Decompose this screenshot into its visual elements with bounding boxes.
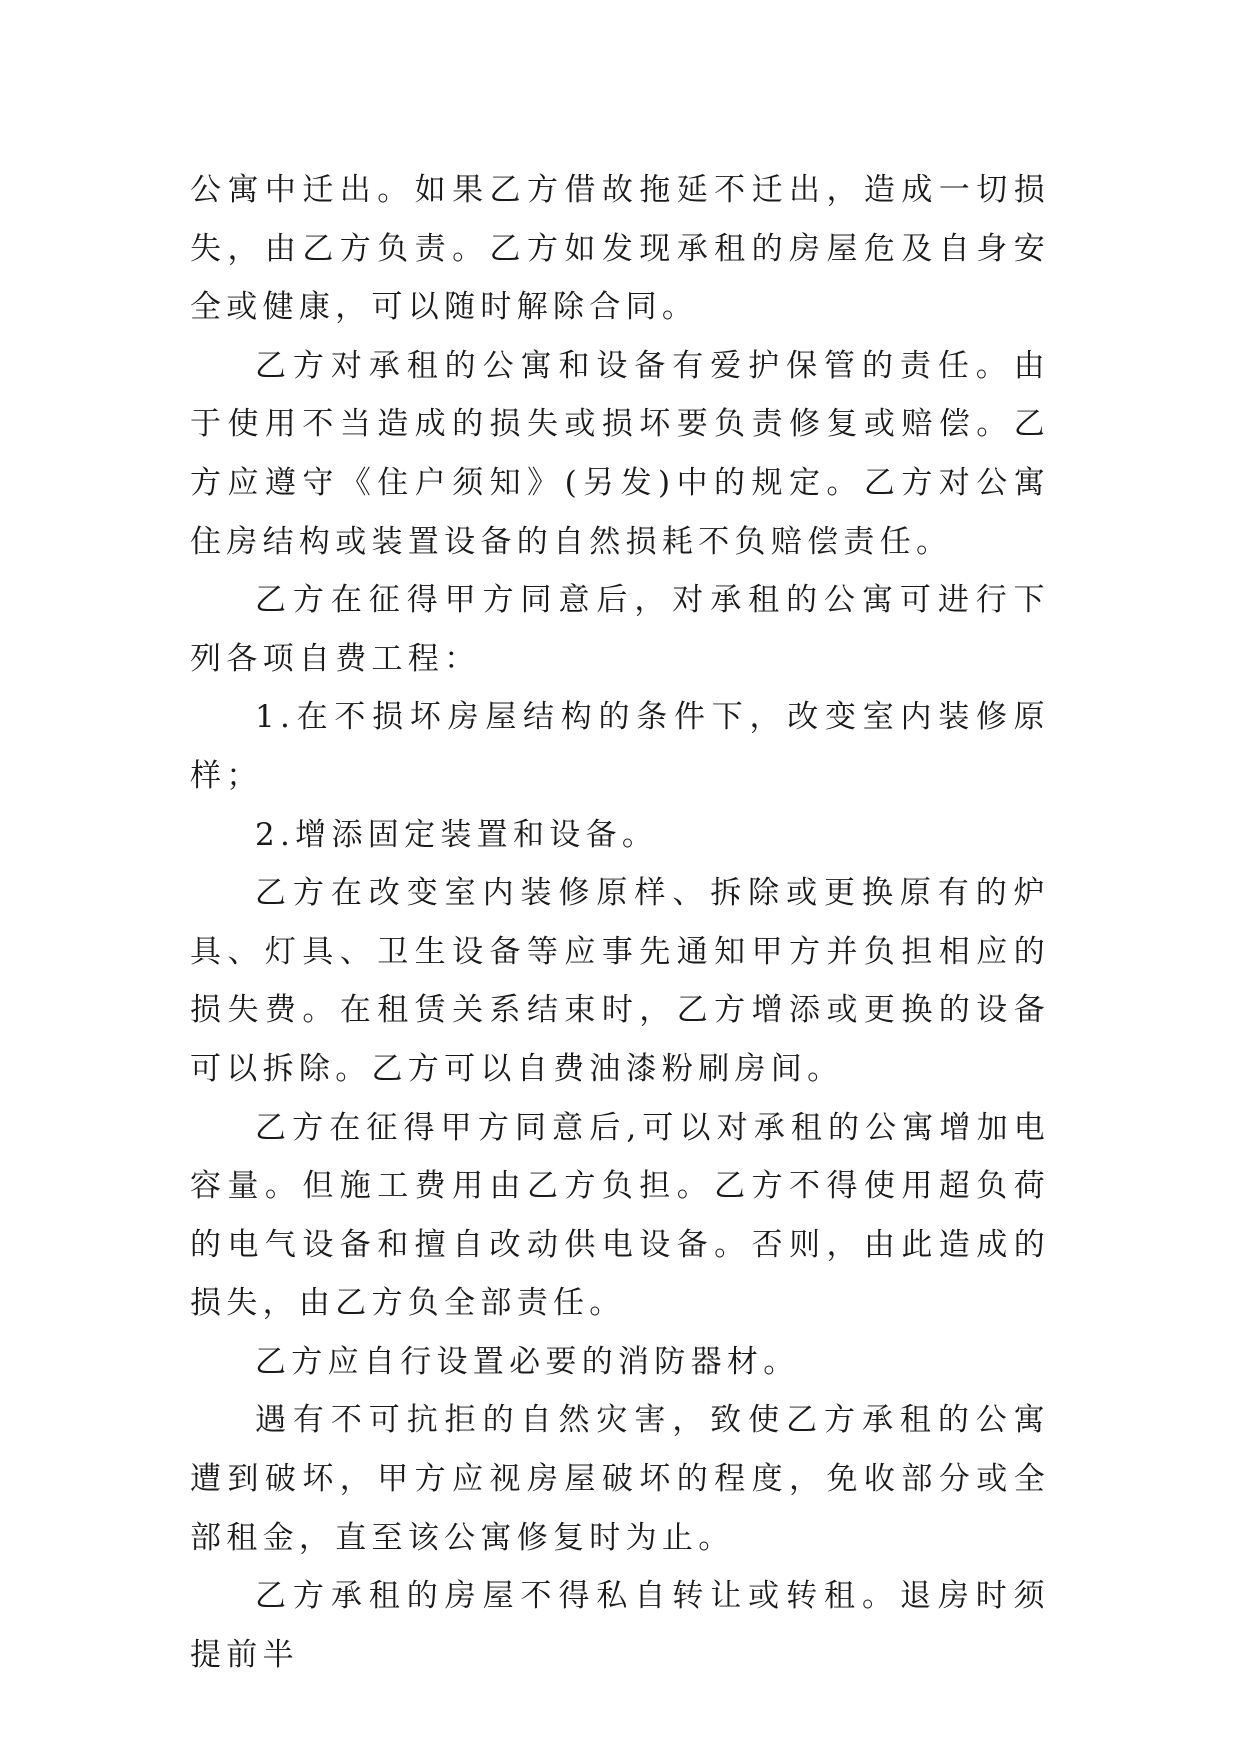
paragraph-force-majeure: 遇有不可抗拒的自然灾害，致使乙方承租的公寓遭到破坏，甲方应视房屋破坏的程度，免收部分或全部租金，直至该公寓修复时为止。 [190,1402,1050,1556]
paragraph-electric-capacity: 乙方在征得甲方同意后,可以对承租的公寓增加电容量。但施工费用由乙方负担。乙方不得使用超负荷的电气设备和擅自改动供电设备。否则，由此造成的损失，由乙方负全部责任。 [190,1109,1050,1322]
paragraph-fire-equipment: 乙方应自行设置必要的消防器材。 [255,1343,800,1380]
paragraph-continuation: 公寓中迁出。如果乙方借故拖延不迁出，造成一切损失，由乙方负责。乙方如发现承租的房屋危及自身安全或健康，可以随时解除合同。 [190,172,1050,326]
paragraph-renovation-notice: 乙方在改变室内装修原样、拆除或更换原有的炉具、灯具、卫生设备等应事先通知甲方并负担相应的损失费。在租赁关系结束时，乙方增添或更换的设备可以拆除。乙方可以自费油漆粉刷房间。 [190,875,1050,1087]
list-item-2: 2.增添固定装置和设备。 [255,816,659,853]
paragraph-sublet: 乙方承租的房屋不得私自转让或转租。退房时须提前半 [190,1578,1050,1673]
paragraph-self-funded-works: 乙方在征得甲方同意后，对承租的公寓可进行下列各项自费工程： [190,582,1050,677]
document-body [190,161,1050,1684]
paragraph-care-responsibility: 乙方对承租的公寓和设备有爱护保管的责任。由于使用不当造成的损失或损坏要负责修复或赔偿。乙方应遵守《住户须知》(另发)中的规定。乙方对公寓住房结构或装置设备的自然损耗不负赔偿责任。 [190,347,1050,560]
list-item-1: 1.在不损坏房屋结构的条件下，改变室内装修原样； [190,699,1050,794]
